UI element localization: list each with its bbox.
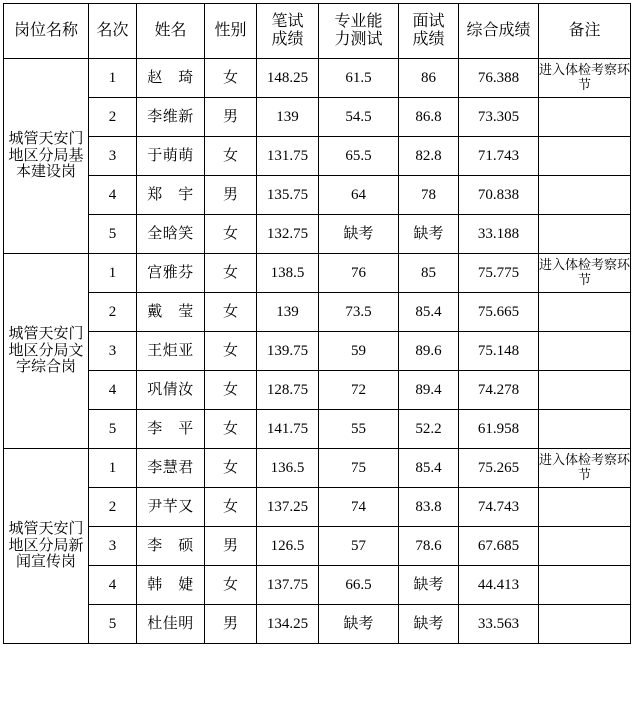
table-row — [4, 98, 631, 137]
remark-cell — [539, 371, 631, 410]
total-score-cell: 74.278 — [459, 371, 539, 410]
remark-cell: 进入体检考察环节 — [539, 449, 631, 488]
header-remark: 备注 — [539, 4, 631, 59]
header-interview-score: 面试 成绩 — [399, 4, 459, 59]
table-row — [4, 293, 631, 332]
interview-score-cell: 83.8 — [399, 488, 459, 527]
candidate-name-cell: 韩 婕 — [137, 566, 205, 605]
remark-cell — [539, 566, 631, 605]
header-row — [4, 4, 631, 59]
header-sex: 性别 — [205, 4, 257, 59]
table-row — [4, 59, 631, 98]
interview-score-cell: 82.8 — [399, 137, 459, 176]
header-written-score: 笔试 成绩 — [257, 4, 319, 59]
total-score-cell: 71.743 — [459, 137, 539, 176]
remark-cell — [539, 332, 631, 371]
professional-score-cell: 缺考 — [319, 215, 399, 254]
candidate-name-cell: 王炬亚 — [137, 332, 205, 371]
table-row — [4, 371, 631, 410]
remark-cell — [539, 488, 631, 527]
professional-score-cell: 55 — [319, 410, 399, 449]
total-score-cell: 75.665 — [459, 293, 539, 332]
written-score-cell: 141.75 — [257, 410, 319, 449]
interview-score-cell: 86.8 — [399, 98, 459, 137]
professional-score-cell: 57 — [319, 527, 399, 566]
professional-score-cell: 64 — [319, 176, 399, 215]
candidate-name-cell: 尹芊又 — [137, 488, 205, 527]
candidate-name-cell: 巩倩汝 — [137, 371, 205, 410]
rank-cell: 3 — [89, 137, 137, 176]
professional-score-cell: 75 — [319, 449, 399, 488]
professional-score-cell: 54.5 — [319, 98, 399, 137]
written-score-cell: 148.25 — [257, 59, 319, 98]
table-row — [4, 254, 631, 293]
rank-cell: 1 — [89, 59, 137, 98]
rank-cell: 4 — [89, 176, 137, 215]
professional-score-cell: 72 — [319, 371, 399, 410]
written-score-cell: 132.75 — [257, 215, 319, 254]
total-score-cell: 75.148 — [459, 332, 539, 371]
rank-cell: 2 — [89, 293, 137, 332]
interview-score-cell: 缺考 — [399, 605, 459, 644]
remark-cell — [539, 410, 631, 449]
remark-cell — [539, 215, 631, 254]
total-score-cell: 67.685 — [459, 527, 539, 566]
total-score-cell: 61.958 — [459, 410, 539, 449]
gender-cell: 女 — [205, 410, 257, 449]
interview-score-cell: 86 — [399, 59, 459, 98]
interview-score-cell: 89.6 — [399, 332, 459, 371]
total-score-cell: 75.265 — [459, 449, 539, 488]
written-score-cell: 136.5 — [257, 449, 319, 488]
interview-score-cell: 85.4 — [399, 293, 459, 332]
rank-cell: 3 — [89, 527, 137, 566]
interview-score-cell: 缺考 — [399, 566, 459, 605]
gender-cell: 男 — [205, 605, 257, 644]
rank-cell: 3 — [89, 332, 137, 371]
professional-score-cell: 缺考 — [319, 605, 399, 644]
gender-cell: 男 — [205, 98, 257, 137]
remark-cell: 进入体检考察环节 — [539, 254, 631, 293]
gender-cell: 女 — [205, 371, 257, 410]
remark-cell — [539, 605, 631, 644]
table-row — [4, 137, 631, 176]
gender-cell: 女 — [205, 332, 257, 371]
header-name: 姓名 — [137, 4, 205, 59]
professional-score-cell: 73.5 — [319, 293, 399, 332]
interview-score-cell: 78 — [399, 176, 459, 215]
table-row — [4, 332, 631, 371]
written-score-cell: 126.5 — [257, 527, 319, 566]
gender-cell: 女 — [205, 59, 257, 98]
interview-score-cell: 89.4 — [399, 371, 459, 410]
total-score-cell: 76.388 — [459, 59, 539, 98]
total-score-cell: 70.838 — [459, 176, 539, 215]
remark-cell — [539, 137, 631, 176]
table-row — [4, 215, 631, 254]
professional-score-cell: 61.5 — [319, 59, 399, 98]
professional-score-cell: 76 — [319, 254, 399, 293]
post-name-cell: 城管天安门地区分局新闻宣传岗 — [4, 449, 89, 644]
gender-cell: 女 — [205, 566, 257, 605]
written-score-cell: 134.25 — [257, 605, 319, 644]
table-row — [4, 566, 631, 605]
post-name-cell: 城管天安门地区分局文字综合岗 — [4, 254, 89, 449]
candidate-name-cell: 郑 宇 — [137, 176, 205, 215]
candidate-name-cell: 全晗笑 — [137, 215, 205, 254]
remark-cell — [539, 293, 631, 332]
interview-score-cell: 85.4 — [399, 449, 459, 488]
written-score-cell: 128.75 — [257, 371, 319, 410]
written-score-cell: 135.75 — [257, 176, 319, 215]
rank-cell: 1 — [89, 254, 137, 293]
total-score-cell: 74.743 — [459, 488, 539, 527]
candidate-name-cell: 宫雅芬 — [137, 254, 205, 293]
header-total-score: 综合成绩 — [459, 4, 539, 59]
gender-cell: 男 — [205, 176, 257, 215]
rank-cell: 1 — [89, 449, 137, 488]
candidate-name-cell: 于萌萌 — [137, 137, 205, 176]
interview-score-cell: 缺考 — [399, 215, 459, 254]
interview-score-cell: 52.2 — [399, 410, 459, 449]
written-score-cell: 139 — [257, 293, 319, 332]
table-row — [4, 488, 631, 527]
total-score-cell: 73.305 — [459, 98, 539, 137]
post-name-cell: 城管天安门地区分局基本建设岗 — [4, 59, 89, 254]
written-score-cell: 137.25 — [257, 488, 319, 527]
total-score-cell: 75.775 — [459, 254, 539, 293]
table-row — [4, 176, 631, 215]
table-body — [4, 59, 631, 644]
remark-cell: 进入体检考察环节 — [539, 59, 631, 98]
table-row — [4, 605, 631, 644]
header-post: 岗位名称 — [4, 4, 89, 59]
rank-cell: 5 — [89, 605, 137, 644]
written-score-cell: 139 — [257, 98, 319, 137]
candidate-name-cell: 李 硕 — [137, 527, 205, 566]
written-score-cell: 138.5 — [257, 254, 319, 293]
exam-results-table — [3, 3, 631, 644]
table-header — [4, 4, 631, 59]
professional-score-cell: 66.5 — [319, 566, 399, 605]
written-score-cell: 139.75 — [257, 332, 319, 371]
candidate-name-cell: 戴 莹 — [137, 293, 205, 332]
gender-cell: 女 — [205, 488, 257, 527]
remark-cell — [539, 527, 631, 566]
candidate-name-cell: 李 平 — [137, 410, 205, 449]
rank-cell: 4 — [89, 371, 137, 410]
gender-cell: 女 — [205, 449, 257, 488]
interview-score-cell: 78.6 — [399, 527, 459, 566]
gender-cell: 女 — [205, 254, 257, 293]
candidate-name-cell: 杜佳明 — [137, 605, 205, 644]
rank-cell: 5 — [89, 215, 137, 254]
professional-score-cell: 74 — [319, 488, 399, 527]
rank-cell: 2 — [89, 98, 137, 137]
candidate-name-cell: 赵 琦 — [137, 59, 205, 98]
header-professional-test: 专业能 力测试 — [319, 4, 399, 59]
table-row — [4, 527, 631, 566]
candidate-name-cell: 李维新 — [137, 98, 205, 137]
gender-cell: 女 — [205, 215, 257, 254]
rank-cell: 4 — [89, 566, 137, 605]
gender-cell: 女 — [205, 293, 257, 332]
rank-cell: 2 — [89, 488, 137, 527]
rank-cell: 5 — [89, 410, 137, 449]
table-row — [4, 449, 631, 488]
total-score-cell: 33.563 — [459, 605, 539, 644]
gender-cell: 男 — [205, 527, 257, 566]
written-score-cell: 131.75 — [257, 137, 319, 176]
total-score-cell: 33.188 — [459, 215, 539, 254]
candidate-name-cell: 李慧君 — [137, 449, 205, 488]
written-score-cell: 137.75 — [257, 566, 319, 605]
gender-cell: 女 — [205, 137, 257, 176]
interview-score-cell: 85 — [399, 254, 459, 293]
header-rank: 名次 — [89, 4, 137, 59]
professional-score-cell: 65.5 — [319, 137, 399, 176]
total-score-cell: 44.413 — [459, 566, 539, 605]
remark-cell — [539, 176, 631, 215]
table-row — [4, 410, 631, 449]
professional-score-cell: 59 — [319, 332, 399, 371]
remark-cell — [539, 98, 631, 137]
